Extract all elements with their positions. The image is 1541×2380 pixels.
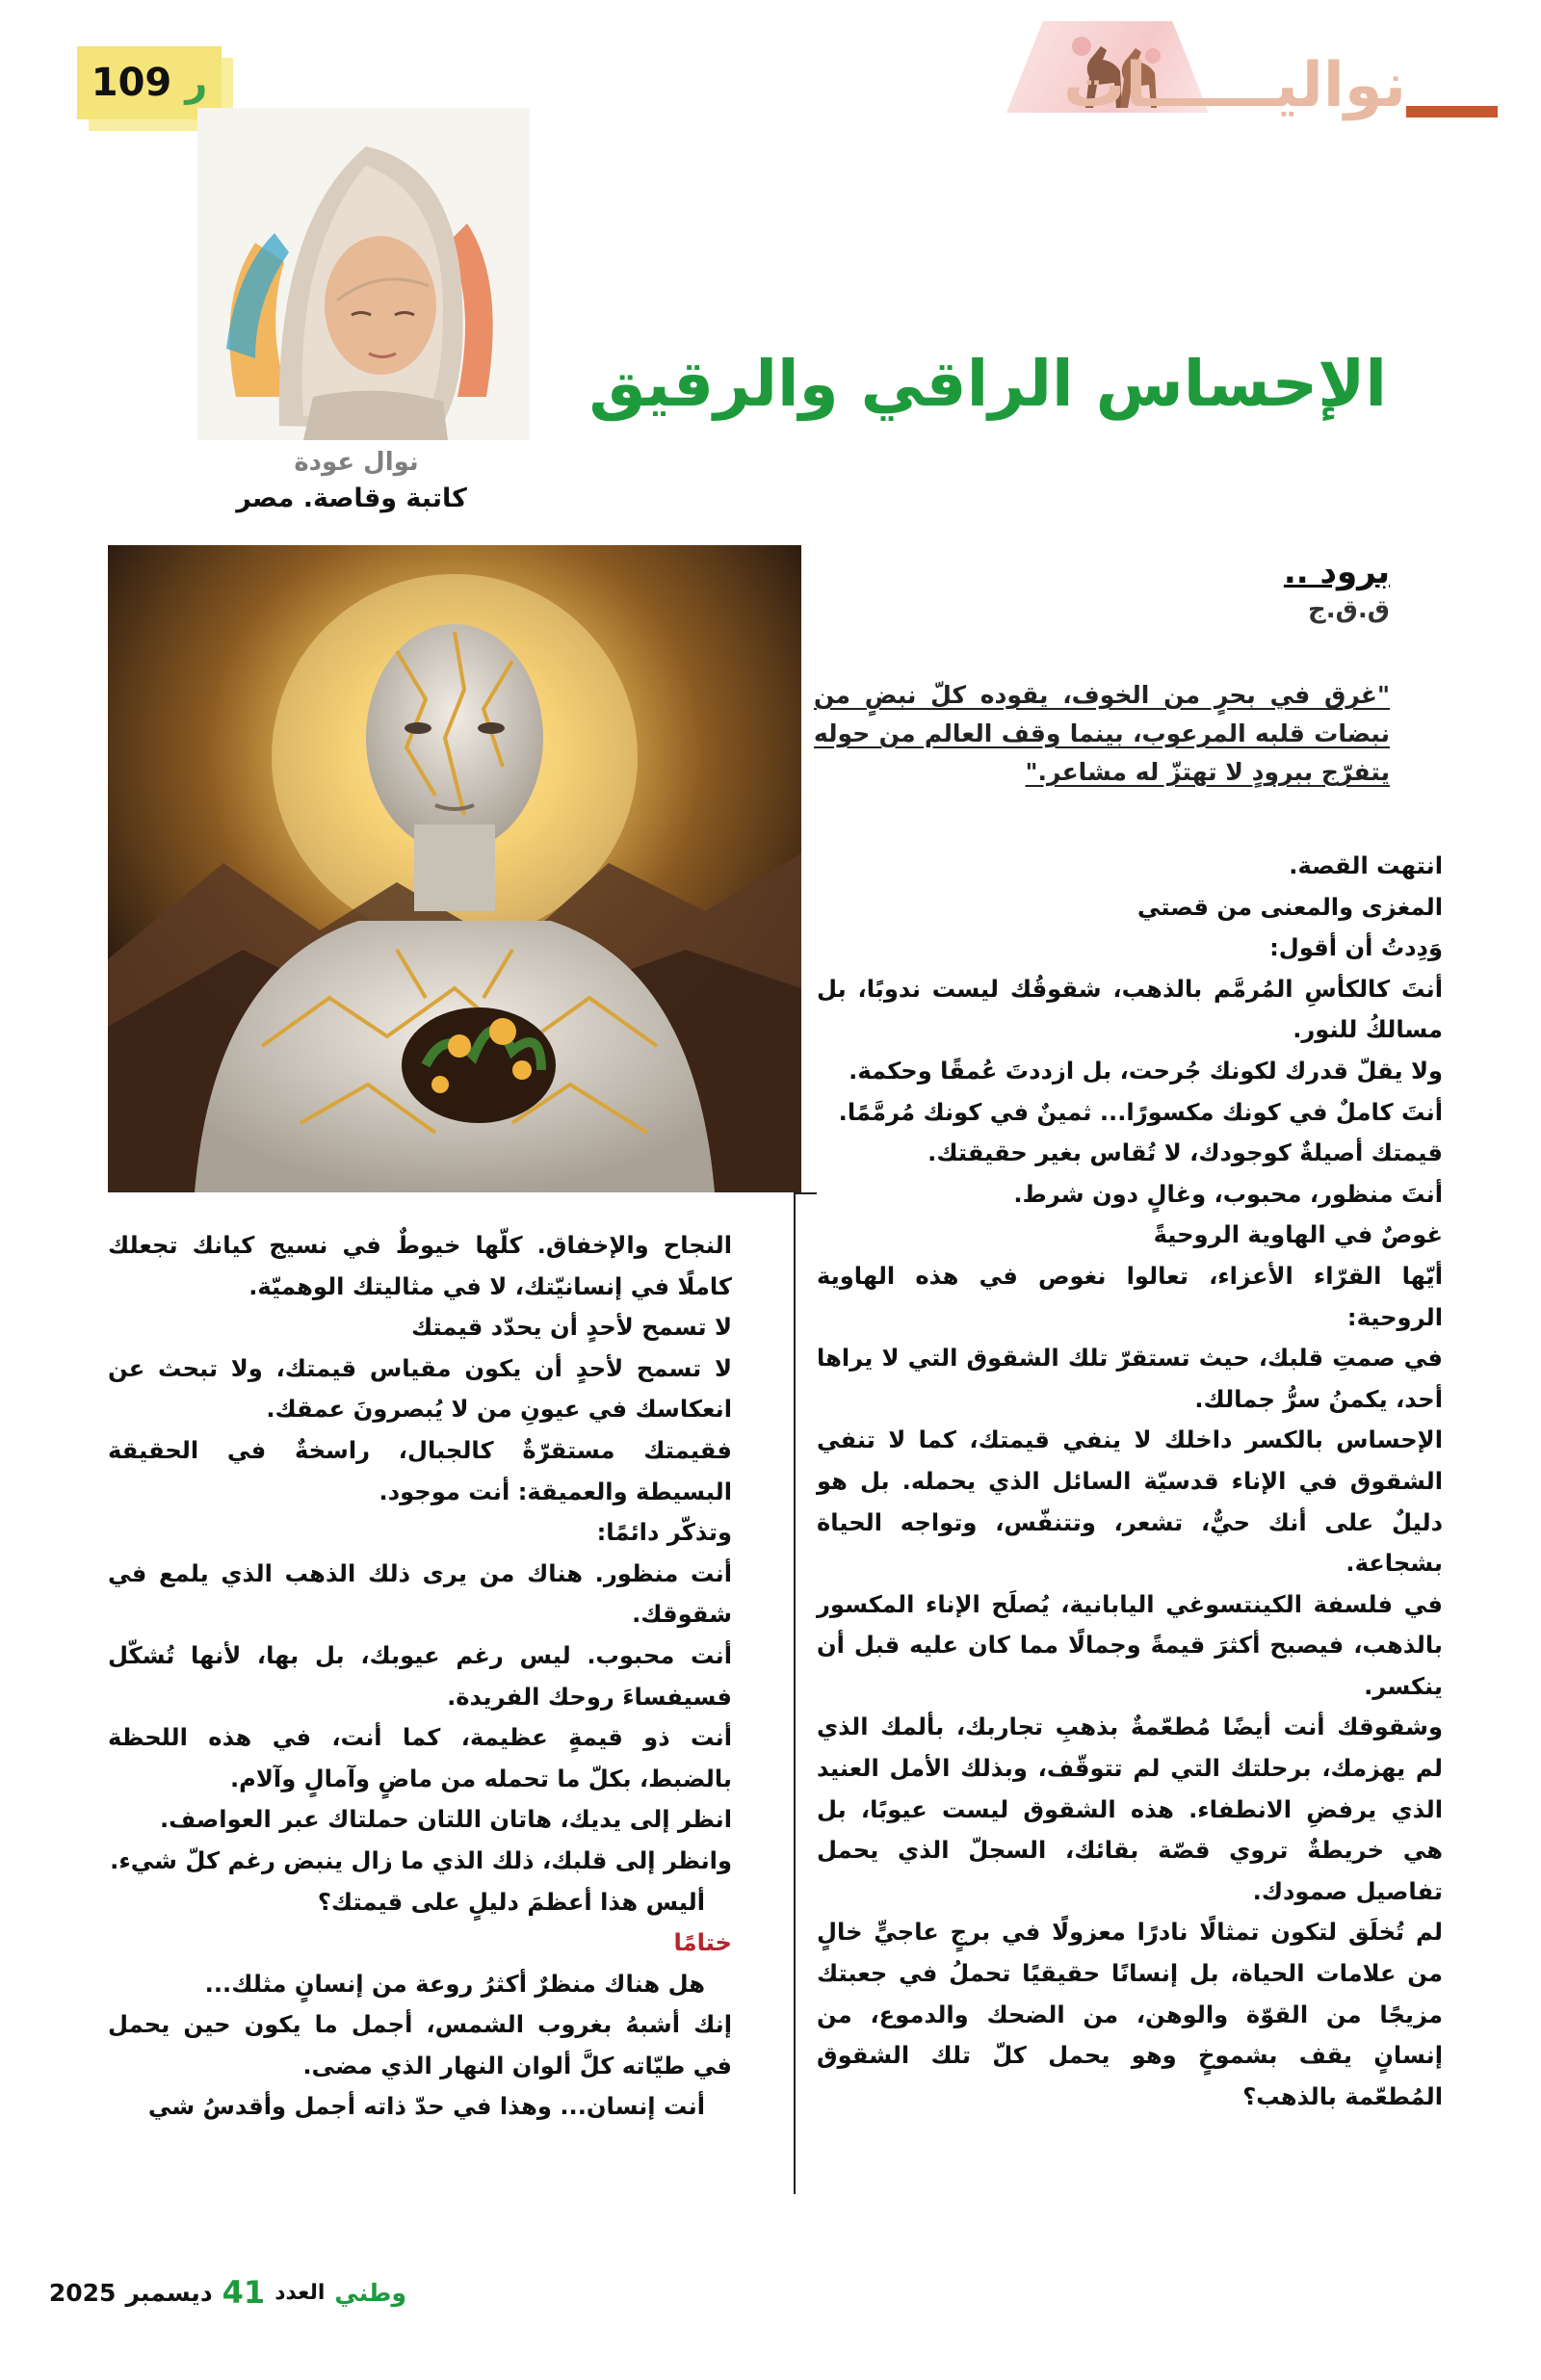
- page-number: 109: [91, 61, 172, 105]
- paragraph: إنك أشبهُ بغروب الشمس، أجمل ما يكون حين يحمل في طيّاته كلَّ ألوان النهار الذي مضى.: [108, 2011, 732, 2079]
- article-column-right: [817, 846, 1443, 2117]
- issue-label: العدد: [274, 2280, 326, 2305]
- subheading: لا تسمح لأحدٍ أن يحدّد قيمتك: [410, 1314, 732, 1342]
- paragraph: أنتَ كالكأسِ المُرمَّم بالذهب، شقوقُك ليست ندوبًا، بل مسالكُ للنور.: [817, 975, 1443, 1044]
- article-title: الإحساس الراقي والرقيق: [588, 347, 1387, 421]
- issue-month: ديسمبر: [125, 2278, 213, 2307]
- paragraph: ولا يقلّ قدرك لكونك جُرحت، بل ازددتَ عُمقًا وحكمة.: [849, 1057, 1443, 1085]
- paragraph: المغزى والمعنى من قصتي: [1136, 893, 1443, 921]
- paragraph: أنت منظور. هناك من يرى ذلك الذهب الذي يلمع في شقوقك.: [108, 1559, 732, 1629]
- author-name: نوال عودة: [294, 448, 419, 477]
- column-divider-cap: [794, 1192, 817, 1194]
- paragraph: انظر إلى يديك، هاتان اللتان حملتاك عبر العواصف.: [159, 1806, 732, 1834]
- author-role: كاتبة وقاصة. مصر: [236, 484, 467, 513]
- brand-bar: [1406, 106, 1498, 118]
- article-column-left: [108, 1225, 732, 2128]
- magazine-name: وطني: [334, 2278, 406, 2307]
- paragraph: وانظر إلى قلبك، ذلك الذي ما زال ينبض رغم كلّ شيء.: [110, 1846, 732, 1874]
- issue-year: 2025: [48, 2278, 117, 2307]
- paragraph: أيّها القرّاء الأعزاء، تعالوا نغوص في هذه الهاوية الروحية:: [817, 1262, 1443, 1331]
- paragraph: فقيمتك مستقرّةٌ كالجبال، راسخةٌ في الحقيقة البسيطة والعميقة: أنت موجود.: [108, 1436, 732, 1505]
- story-signature: ق.ق.ج: [1308, 595, 1390, 624]
- author-portrait: [197, 108, 530, 440]
- paragraph: النجاح والإخفاق. كلّها خيوطٌ في نسيج كيانك تجعلك كاملًا في إنسانيّتك، لا في مثاليتك الوهميّة.: [108, 1232, 732, 1300]
- section-brand: [958, 21, 1498, 127]
- paragraph: الإحساس بالكسر داخلك لا ينفي قيمتك، كما لا تنفي الشقوق في الإناء قدسيّة السائل الذي يحمله. بل هو دليلٌ على أنك حيٌّ، تشعر، وتتنفّس، وتواجه الحياة بشجاعة.: [817, 1426, 1443, 1578]
- column-divider: [794, 1192, 796, 2194]
- paragraph: أنت محبوب. ليس رغم عيوبك، بل بها، لأنها تُشكّل فسيفساءَ روحك الفريدة.: [108, 1641, 732, 1711]
- paragraph: أنتَ منظور، محبوب، وغالٍ دون شرط.: [1013, 1180, 1443, 1208]
- paragraph: هل هناك منظرٌ أكثرُ روعة من إنسانٍ مثلك...: [204, 1970, 705, 1998]
- story-quote: "غرق في بحرٍ من الخوف، يقوده كلّ نبضٍ من نبضات قلبه المرعوب، بينما وقف العالم من حوله يتفرّج ببرودٍ لا تهتزّ له مشاعر.": [814, 681, 1390, 786]
- paragraph: أنت إنسان... وهذا في حدّ ذاته أجمل وأقدسُ شي: [147, 2093, 705, 2121]
- paragraph: انتهت القصة.: [1289, 852, 1443, 879]
- paragraph: لم تُخلَق لتكون تمثالًا نادرًا معزولًا في برجٍ عاجيٍّ خالٍ من علامات الحياة، بل إنسانًا حقيقيًا تحملُ في جعبتك مزيجًا من القوّة والوهن، من الضحك والدموع، من إنسانٍ يقف بشموخٍ وهو يحمل كلّ تلك الشقوق المُطعّمة بالذهب؟: [817, 1919, 1443, 2110]
- page-footer: [48, 2273, 406, 2312]
- page-mark: ر: [185, 61, 208, 105]
- story-title: برود ..: [1283, 553, 1390, 591]
- section-title: نواليــــــات: [1063, 50, 1406, 121]
- conclusion-heading: ختامًا: [673, 1929, 732, 1957]
- paragraph: في فلسفة الكينتسوغي اليابانية، يُصلَح الإناء المكسور بالذهب، فيصبح أكثرَ قيمةً وجمالًا مما كان عليه قبل أن ينكسر.: [817, 1590, 1443, 1700]
- subheading: غوصٌ في الهاوية الروحيةً: [1153, 1221, 1443, 1249]
- paragraph: أنت ذو قيمةٍ عظيمة، كما أنت، في هذه اللحظة بالضبط، بكلّ ما تحمله من ماضٍ وآمالٍ وآلام.: [108, 1724, 732, 1792]
- kintsugi-figure-image: [108, 545, 801, 1192]
- paragraph: وَدِدتُ أن أقول:: [1269, 934, 1443, 962]
- issue-number: 41: [222, 2274, 266, 2311]
- paragraph: وشقوقك أنت أيضًا مُطعّمةٌ بذهبِ تجاربك، بألمك الذي لم يهزمك، برحلتك التي لم تتوقّف، وبذلك الأمل العنيد الذي يرفضِ الانطفاء. هذه الشقوق ليست عيوبًا، بل هي خريطةٌ تروي قصّة بقائك، السجلّ الذي يحمل تفاصيل صمودك.: [817, 1713, 1443, 1905]
- paragraph: أليس هذا أعظمَ دليلٍ على قيمتك؟: [317, 1888, 705, 1916]
- paragraph: وتذكّر دائمًا:: [596, 1519, 732, 1547]
- paragraph: أنتَ كاملٌ في كونك مكسورًا... ثمينٌ في كونك مُرمَّمًا.: [838, 1098, 1443, 1126]
- paragraph: في صمتِ قلبك، حيث تستقرّ تلك الشقوق التي لا يراها أحد، يكمنُ سرُّ جمالك.: [817, 1345, 1443, 1413]
- paragraph: لا تسمح لأحدٍ أن يكون مقياس قيمتك، ولا تبحث عن انعكاسك في عيونِ من لا يُبصرونَ عمقك.: [108, 1354, 732, 1424]
- paragraph: قيمتك أصيلةٌ كوجودك، لا تُقاس بغير حقيقتك.: [927, 1139, 1443, 1167]
